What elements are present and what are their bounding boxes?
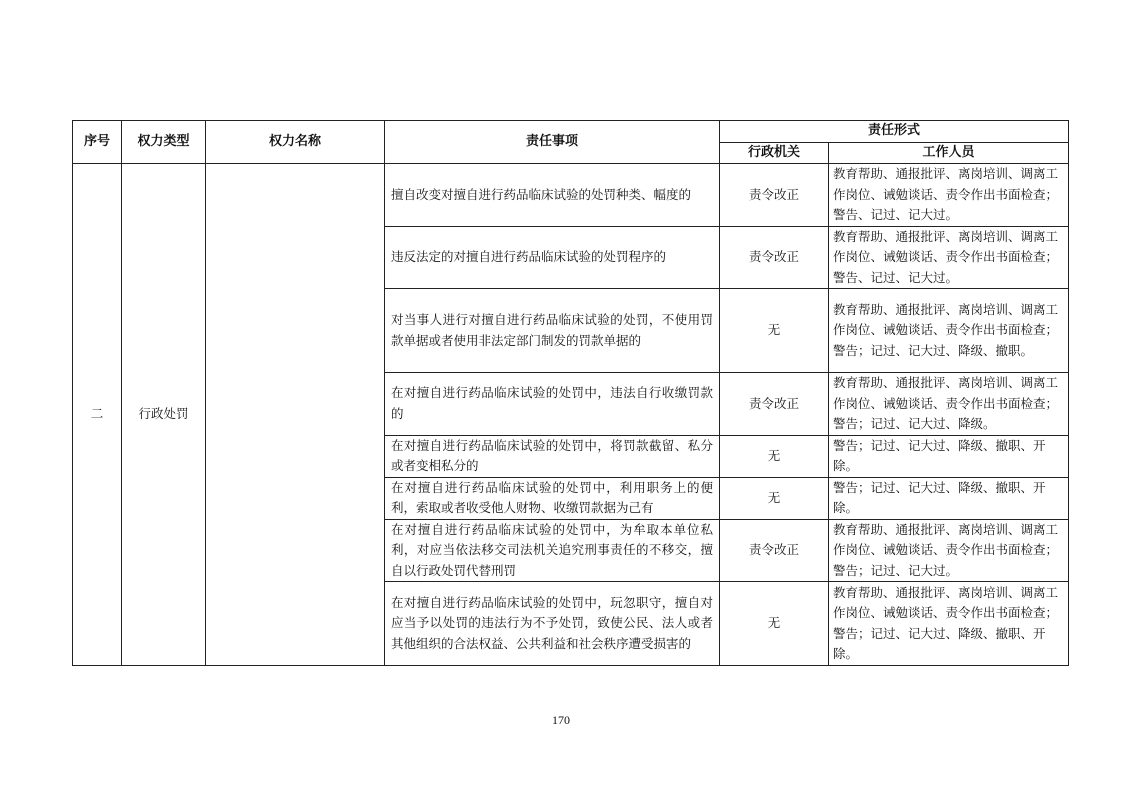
responsibility-table — [72, 120, 1069, 666]
row-organ: 责令改正 — [720, 164, 829, 227]
row-organ: 责令改正 — [720, 226, 829, 289]
row-staff: 警告；记过、记大过、降级、撤职、开除。 — [829, 435, 1069, 477]
row-organ: 无 — [720, 582, 829, 666]
row-staff: 教育帮助、通报批评、离岗培训、调离工作岗位、诫勉谈话、责令作出书面检查；警告；记过、记大过、降级、撤职。 — [829, 289, 1069, 373]
row-item: 在对擅自进行药品临床试验的处罚中，玩忽职守，擅自对应当予以处罚的违法行为不予处罚，致使公民、法人或者其他组织的合法权益、公共利益和社会秩序遭受损害的 — [385, 582, 720, 666]
row-organ: 无 — [720, 477, 829, 519]
header-responsibility: 责任事项 — [385, 121, 720, 164]
header-responsibility-form: 责任形式 — [720, 121, 1069, 143]
group-power-name — [206, 164, 385, 666]
row-organ: 无 — [720, 289, 829, 373]
group-power-type: 行政处罚 — [122, 164, 206, 666]
header-staff: 工作人员 — [829, 142, 1069, 164]
row-item: 擅自改变对擅自进行药品临床试验的处罚种类、幅度的 — [385, 164, 720, 227]
row-item: 在对擅自进行药品临床试验的处罚中，将罚款截留、私分或者变相私分的 — [385, 435, 720, 477]
table-row — [73, 164, 1069, 227]
row-staff: 教育帮助、通报批评、离岗培训、调离工作岗位、诫勉谈话、责令作出书面检查；警告；记过、记大过。 — [829, 519, 1069, 582]
row-staff: 教育帮助、通报批评、离岗培训、调离工作岗位、诫勉谈话、责令作出书面检查；警告；记过、记大过、降级。 — [829, 373, 1069, 436]
header-seq: 序号 — [73, 121, 122, 164]
page-number: 170 — [552, 713, 570, 727]
row-item: 对当事人进行对擅自进行药品临床试验的处罚，不使用罚款单据或者使用非法定部门制发的罚款单据的 — [385, 289, 720, 373]
row-item: 违反法定的对擅自进行药品临床试验的处罚程序的 — [385, 226, 720, 289]
row-item: 在对擅自进行药品临床试验的处罚中，为牟取本单位私利，对应当依法移交司法机关追究刑事责任的不移交，擅自以行政处罚代替刑罚 — [385, 519, 720, 582]
group-seq: 二 — [73, 164, 122, 666]
row-organ: 责令改正 — [720, 519, 829, 582]
row-item: 在对擅自进行药品临床试验的处罚中，违法自行收缴罚款的 — [385, 373, 720, 436]
row-organ: 无 — [720, 435, 829, 477]
header-power-name: 权力名称 — [206, 121, 385, 164]
row-staff: 教育帮助、通报批评、离岗培训、调离工作岗位、诫勉谈话、责令作出书面检查；警告；记过、记大过、降级、撤职、开除。 — [829, 582, 1069, 666]
row-staff: 警告；记过、记大过、降级、撤职、开除。 — [829, 477, 1069, 519]
row-organ: 责令改正 — [720, 373, 829, 436]
row-item: 在对擅自进行药品临床试验的处罚中，利用职务上的便利，索取或者收受他人财物、收缴罚款据为己有 — [385, 477, 720, 519]
header-power-type: 权力类型 — [122, 121, 206, 164]
row-staff: 教育帮助、通报批评、离岗培训、调离工作岗位、诫勉谈话、责令作出书面检查；警告、记过、记大过。 — [829, 226, 1069, 289]
row-staff: 教育帮助、通报批评、离岗培训、调离工作岗位、诫勉谈话、责令作出书面检查；警告、记过、记大过。 — [829, 164, 1069, 227]
header-admin-organ: 行政机关 — [720, 142, 829, 164]
